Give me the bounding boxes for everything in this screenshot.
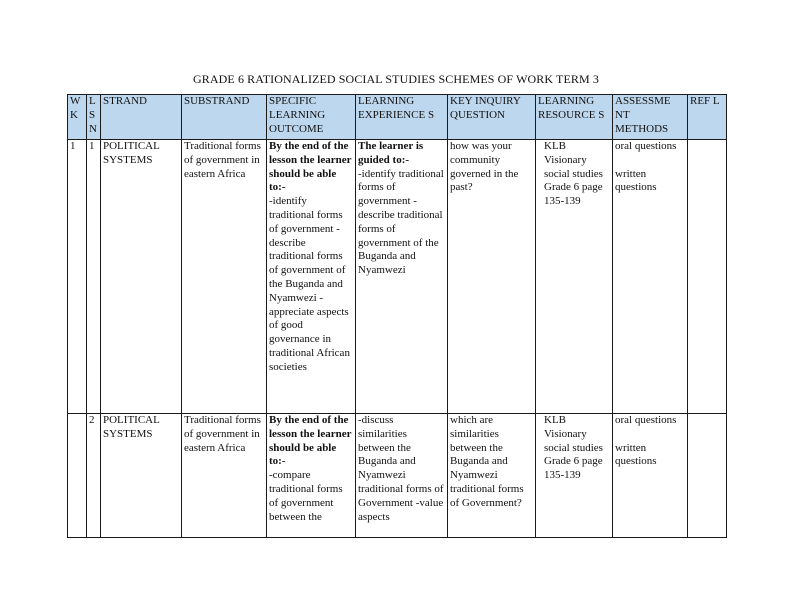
header-substrand: SUBSTRAND <box>182 95 267 140</box>
table-row <box>68 414 727 538</box>
header-key-inquiry-question: KEY INQUIRY QUESTION <box>448 95 536 140</box>
cell-week <box>68 414 87 538</box>
cell-lesson: 1 <box>87 140 101 414</box>
assessment-spacer <box>615 428 685 442</box>
experience-body: -identify traditional forms of government -describe traditional forms of government of the Buganda and Nyamwezi <box>358 167 444 277</box>
cell-key-inquiry-question: which are similarities between the Buganda and Nyamwezi traditional forms of Government? <box>448 414 536 538</box>
assessment-oral: oral questions <box>615 140 677 152</box>
outcome-body: -compare traditional forms of government between the <box>269 469 343 523</box>
cell-assessment-methods <box>613 140 688 414</box>
header-learning-experiences: LEARNING EXPERIENCE S <box>356 95 448 140</box>
header-learning-resources: LEARNING RESOURCE S <box>536 95 613 140</box>
assessment-written: written questions <box>615 167 657 194</box>
experience-body: -discuss similarities between the Buganda and Nyamwezi traditional forms of Government -value aspects <box>358 414 444 523</box>
header-strand: STRAND <box>101 95 182 140</box>
document-title: GRADE 6 RATIONALIZED SOCIAL STUDIES SCHEMES OF WORK TERM 3 <box>193 72 599 86</box>
cell-substrand: Traditional forms of government in eastern Africa <box>182 414 267 538</box>
cell-specific-learning-outcome <box>267 414 356 538</box>
cell-learning-experiences <box>356 140 448 414</box>
header-week: W K <box>68 95 87 140</box>
experience-intro: The learner is guided to:- <box>358 140 424 166</box>
cell-strand: POLITICAL SYSTEMS <box>101 140 182 414</box>
cell-assessment-methods <box>613 414 688 538</box>
cell-week: 1 <box>68 140 87 414</box>
schemes-of-work-table <box>67 94 727 538</box>
header-reflection: REF L <box>688 95 727 140</box>
header-specific-learning-outcome: SPECIFIC LEARNING OUTCOME <box>267 95 356 140</box>
cell-strand: POLITICAL SYSTEMS <box>101 414 182 538</box>
assessment-written: written questions <box>615 441 657 468</box>
outcome-intro: By the end of the lesson the learner should be able to:- <box>269 414 352 468</box>
assessment-oral: oral questions <box>615 414 677 426</box>
cell-reflection <box>688 414 727 538</box>
cell-learning-experiences <box>356 414 448 538</box>
header-assessment-methods: ASSESSME NT METHODS <box>613 95 688 140</box>
cell-learning-resources: KLB Visionary social studies Grade 6 page 135-139 <box>536 140 613 414</box>
outcome-body: -identify traditional forms of government -describe traditional forms of government of the Buganda and Nyamwezi -appreciate aspects of good governance in traditional African societies <box>269 195 350 373</box>
table-header-row <box>68 95 727 140</box>
cell-key-inquiry-question: how was your community governed in the past? <box>448 140 536 414</box>
outcome-intro: By the end of the lesson the learner should be able to:- <box>269 140 352 194</box>
cell-learning-resources: KLB Visionary social studies Grade 6 page 135-139 <box>536 414 613 538</box>
cell-specific-learning-outcome <box>267 140 356 414</box>
assessment-spacer <box>615 154 685 168</box>
table-row <box>68 140 727 414</box>
cell-substrand: Traditional forms of government in eastern Africa <box>182 140 267 414</box>
cell-lesson: 2 <box>87 414 101 538</box>
header-lesson: L S N <box>87 95 101 140</box>
cell-reflection <box>688 140 727 414</box>
